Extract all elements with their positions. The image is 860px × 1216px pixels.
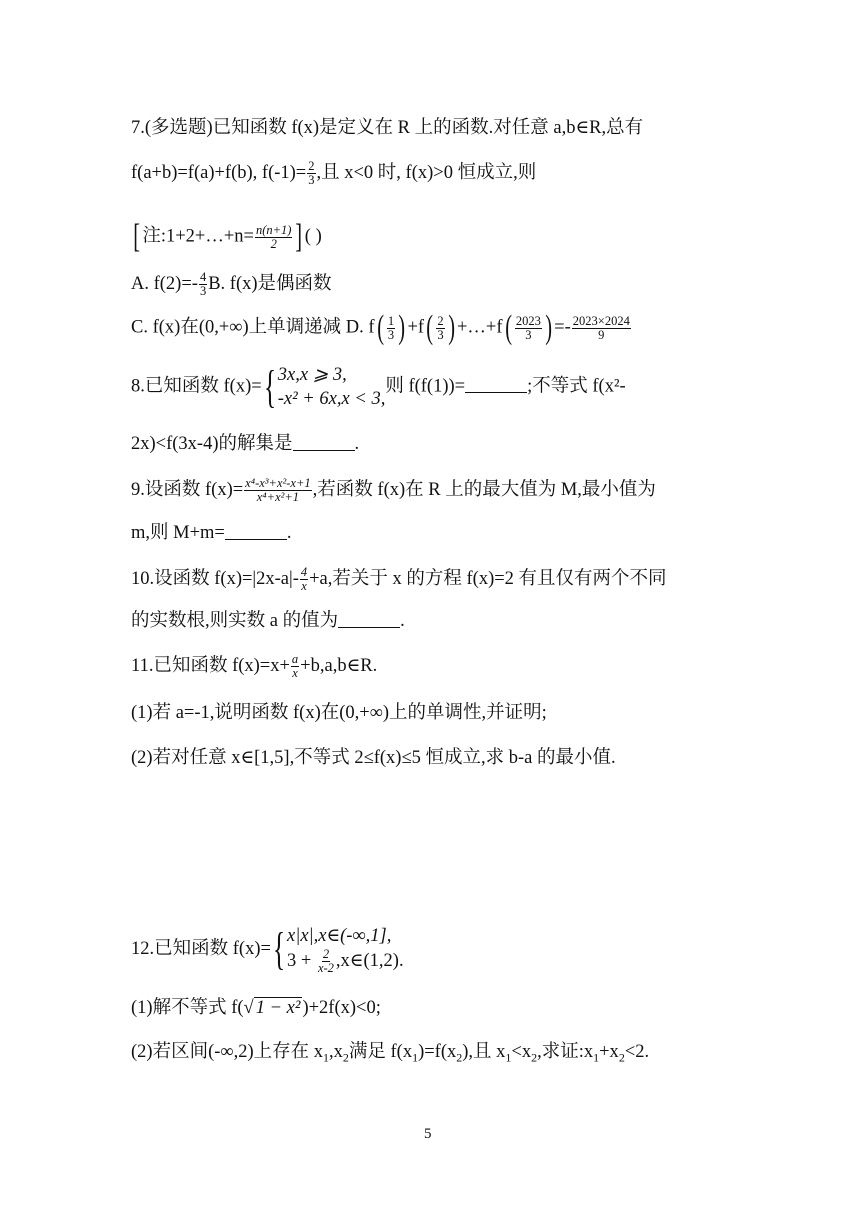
q8-stem-line2: 2x)<f(3x-4)的解集是 . <box>131 434 360 454</box>
answer-paren: ( ) <box>304 226 322 247</box>
answer-blank <box>338 626 400 628</box>
q10-stem-line1: 10.设函数 f(x)=|2x-a|- $\frac{4}{x}$ +a,若关于 x 的方程 f(x)=2 有且仅有两个不同 <box>131 565 667 594</box>
sqrt: √ 1 − x² <box>243 998 301 1018</box>
q9-stem-line1: 9.设函数 f(x)= $\frac{\text{x⁴-x³+x²-x+1}}{\text{x⁴+x²+1}}$ ,若函数 f(x)在 R 上的最大值为 M,最小值为 <box>131 476 656 505</box>
q11-stem: 11.已知函数 f(x)=x+ $\frac{a}{x}$ +b,a,b∈R. <box>131 652 378 681</box>
q11-part2: (2)若对任意 x∈[1,5],不等式 2≤f(x)≤5 恒成立,求 b-a 的最小值. <box>131 748 616 768</box>
q12-part2: (2)若区间(-∞,2)上存在 $x_1,x_2$满足 $f(x_1)=f(x_2)$,且 $x_1<x_2$,求证$:x_1+x_2<2$. <box>131 1042 650 1065</box>
q11-part1: (1)若 a=-1,说明函数 f(x)在(0,+∞)上的单调性,并证明; <box>131 703 547 723</box>
q10-stem-line2: 的实数根,则实数 a 的值为 . <box>131 611 405 631</box>
page-number: 5 <box>424 1126 432 1142</box>
answer-blank <box>293 449 355 451</box>
q7-stem-line2: f(a+b)=f(a)+f(b), f(-1)= $\frac{2}{3}$ ,且 x<0 时, f(x)>0 恒成立,则 <box>131 159 537 188</box>
fraction: $\frac{2}{3}$ <box>308 159 315 188</box>
answer-blank <box>225 538 287 540</box>
q7-options-cd: C. f(x)在(0,+∞)上单调递减 D. f( $\frac{1}{3}$ ) +f( $\frac{2}{3}$ ) +…+f( $\frac{2023}{3}$ ) =- $\frac{2023\times 2024}{9}$ <box>131 309 630 346</box>
q7-stem-line1: 7.(多选题)已知函数 f(x)是定义在 R 上的函数.对任意 a,b∈R,总有 <box>131 118 644 138</box>
q12-stem: 12.已知函数 f(x)={ x|x|,x∈(-∞,1], 3 + $\frac{2}{x-2}$ ,x∈(1,2). <box>131 923 404 976</box>
q9-stem-line2: m,则 M+m= . <box>131 523 292 543</box>
q7-options-ab: A. f(2)=- $\frac{4}{3}$ B. f(x)是偶函数 <box>131 270 332 299</box>
answer-blank <box>465 391 527 393</box>
q8-stem-line1: 8.已知函数 f(x)={ 3x,x ⩾ 3, -x² + 6x,x < 3, 则 f(f(1))= ;不等式 f(x²- <box>131 360 626 412</box>
q7-note: [ 注:1+2+…+n= $\frac{n(n+1)}{2}$ ] ( ) <box>133 218 322 255</box>
q12-part1: (1)解不等式 f(√ 1 − x² )+2f(x)<0; <box>131 998 381 1018</box>
